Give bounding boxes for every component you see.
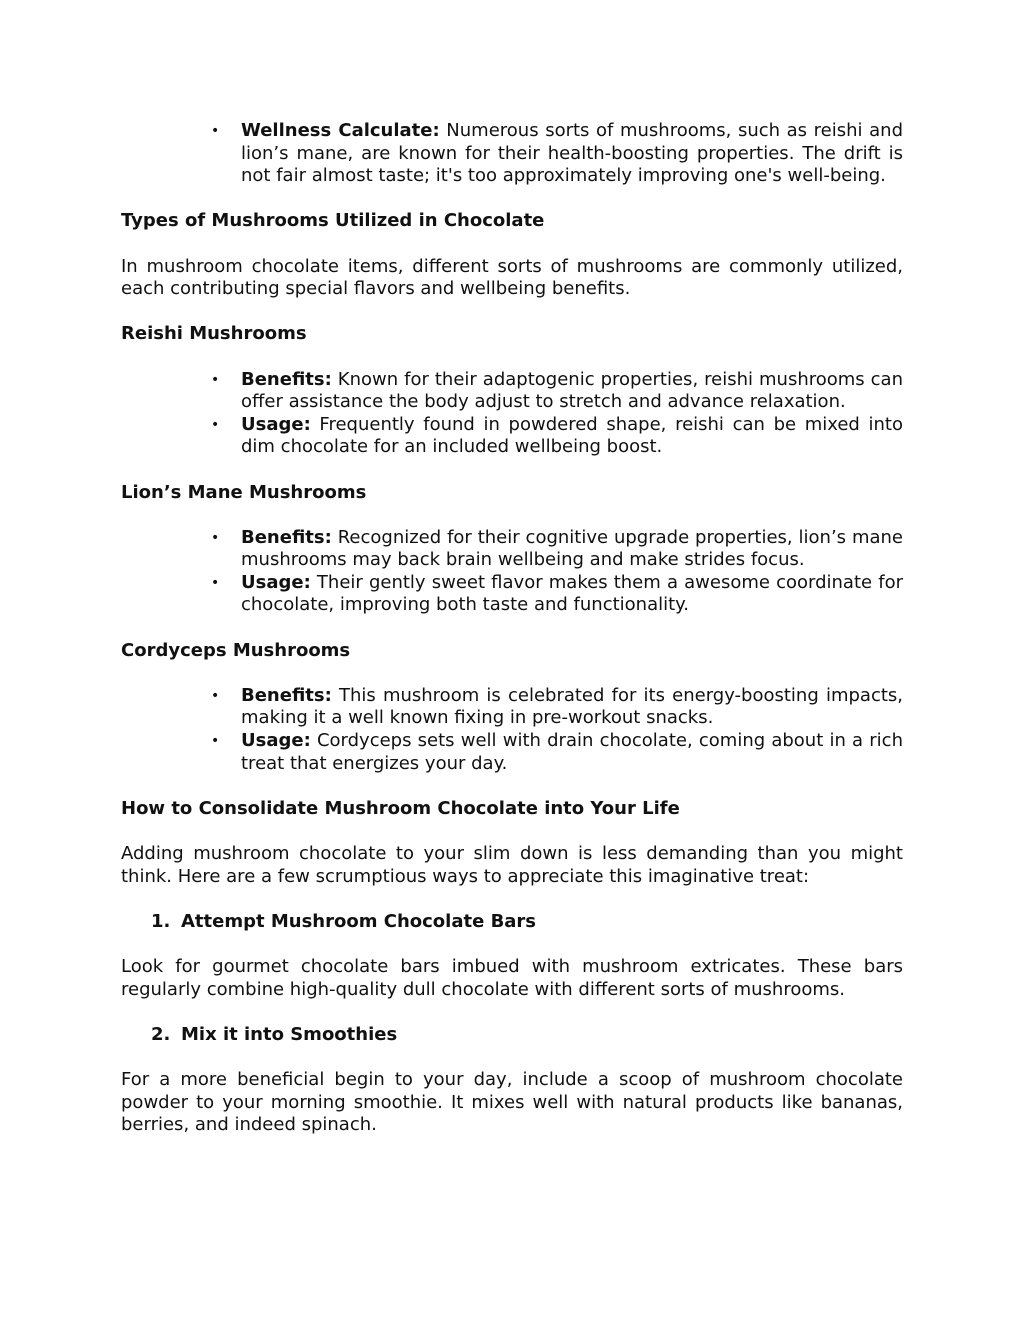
reishi-bullet-list: [121, 369, 903, 459]
bullet-label: Usage:: [241, 730, 311, 752]
section-heading-consolidate: How to Consolidate Mushroom Chocolate into Your Life: [121, 797, 680, 819]
section-heading-cordyceps: Cordyceps Mushrooms: [121, 639, 351, 661]
numbered-step-heading: [121, 1024, 903, 1047]
paragraph-step: Look for gourmet chocolate bars imbued with mushroom extricates. These bars regularly combine high-quality dull chocolate with different sorts of mushrooms.: [121, 955, 903, 1000]
numbered-step-heading: [121, 911, 903, 934]
bullet-text: Frequently found in powdered shape, reishi can be mixed into dim chocolate for an included wellbeing boost.: [241, 413, 903, 458]
bullet-icon: •: [211, 687, 220, 704]
document-content: [121, 120, 903, 1137]
bullet-icon: •: [211, 416, 220, 433]
step-number: 2.: [151, 1023, 171, 1045]
cordyceps-bullet-list: [121, 685, 903, 775]
bullet-icon: •: [211, 123, 220, 139]
paragraph-types: In mushroom chocolate items, different sorts of mushrooms are commonly utilized, each contributing special flavors and wellbeing benefits.: [121, 255, 903, 300]
bullet-icon: •: [211, 529, 220, 546]
lions-mane-bullet-list: [121, 527, 903, 617]
list-item: [211, 526, 903, 572]
intro-bullet-list: [121, 120, 903, 188]
bullet-text: Recognized for their cognitive upgrade properties, lion’s mane mushrooms may back brain wellbeing and make strides focus.: [241, 526, 903, 571]
paragraph-step: For a more beneficial begin to your day, include a scoop of mushroom chocolate powder to your morning smoothie. It mixes well with natural products like bananas, berries, and indeed spinach.: [121, 1068, 903, 1136]
bullet-text: This mushroom is celebrated for its energy-boosting impacts, making it a well known fixing in pre-workout snacks.: [241, 684, 903, 729]
list-item: [211, 730, 903, 775]
list-item: [211, 571, 903, 617]
paragraph-consolidate: Adding mushroom chocolate to your slim down is less demanding than you might think. Here are a few scrumptious ways to appreciate this imaginative treat:: [121, 843, 903, 887]
bullet-text: Cordyceps sets well with drain chocolate, coming about in a rich treat that energizes your day.: [241, 730, 903, 774]
bullet-label: Usage:: [241, 571, 311, 593]
bullet-text: Their gently sweet flavor makes them a awesome coordinate for chocolate, improving both taste and functionality.: [241, 571, 903, 616]
section-heading-types: Types of Mushrooms Utilized in Chocolate: [121, 210, 545, 232]
bullet-icon: •: [211, 574, 220, 591]
section-heading-lions-mane: Lion’s Mane Mushrooms: [121, 481, 367, 503]
bullet-label: Benefits:: [241, 526, 332, 548]
step-number: 1.: [151, 910, 171, 932]
list-item: [211, 120, 903, 188]
step-title: Attempt Mushroom Chocolate Bars: [181, 910, 537, 932]
bullet-label: Wellness Calculate:: [241, 120, 440, 141]
list-item: [211, 413, 903, 459]
list-item: [211, 368, 903, 414]
bullet-icon: •: [211, 371, 220, 388]
bullet-label: Benefits:: [241, 368, 332, 390]
bullet-label: Usage:: [241, 413, 311, 435]
step-title: Mix it into Smoothies: [181, 1023, 398, 1045]
bullet-text: Numerous sorts of mushrooms, such as reishi and lion’s mane, are known for their health-boosting properties. The drift is not fair almost taste; it's too approximately improving one's well-being.: [241, 120, 903, 187]
section-heading-reishi: Reishi Mushrooms: [121, 323, 307, 345]
list-item: [211, 684, 903, 730]
bullet-text: Known for their adaptogenic properties, reishi mushrooms can offer assistance the body adjust to stretch and advance relaxation.: [241, 368, 903, 413]
bullet-label: Benefits:: [241, 684, 332, 706]
bullet-icon: •: [211, 733, 220, 750]
